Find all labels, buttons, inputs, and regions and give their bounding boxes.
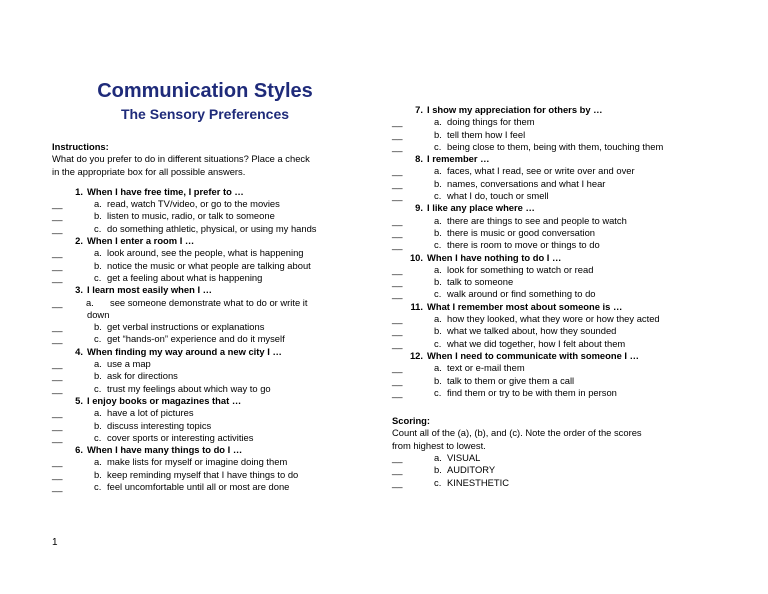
checkbox-blank[interactable]: __ <box>52 370 63 382</box>
option-letter: b. <box>94 468 102 480</box>
scoring-letter: a. <box>434 452 442 464</box>
checkbox-blank[interactable]: __ <box>392 362 403 374</box>
question-text: I learn most easily when I … <box>87 284 213 296</box>
question-text: I show my appreciation for others by … <box>427 104 603 115</box>
option-letter: b. <box>434 325 442 337</box>
answer-option <box>52 333 358 345</box>
question-number: 4. <box>75 345 83 357</box>
question-text: When I have free time, I prefer to … <box>87 185 244 197</box>
answer-option <box>52 432 358 444</box>
answer-option <box>52 260 358 272</box>
scoring-label: KINESTHETIC <box>447 476 509 488</box>
option-text: have a lot of pictures <box>107 407 194 419</box>
option-letter: b. <box>94 210 102 222</box>
checkbox-blank[interactable]: __ <box>392 337 403 349</box>
option-text: there is room to move or things to do <box>447 239 600 251</box>
answer-option <box>52 383 358 395</box>
checkbox-blank[interactable]: __ <box>392 386 403 398</box>
question-text: I enjoy books or magazines that … <box>87 394 242 406</box>
answer-option-continued <box>52 309 358 321</box>
checkbox-blank[interactable]: __ <box>392 190 403 202</box>
question-8 <box>392 153 702 165</box>
question-11 <box>392 301 702 313</box>
option-text: there is music or good conversation <box>447 226 595 238</box>
question-number: 11. <box>410 300 423 312</box>
answer-option <box>52 321 358 333</box>
answer-option <box>392 116 702 128</box>
checkbox-blank[interactable]: __ <box>392 325 403 337</box>
checkbox-blank[interactable]: __ <box>52 271 63 283</box>
checkbox-blank[interactable]: __ <box>52 222 63 234</box>
checkbox-blank[interactable]: __ <box>392 263 403 275</box>
option-letter: c. <box>434 190 442 202</box>
scoring-item <box>392 452 702 464</box>
answer-option <box>392 375 702 387</box>
question-6 <box>52 444 358 456</box>
answer-option <box>52 456 358 468</box>
questions-list-left <box>52 186 358 493</box>
checkbox-blank[interactable]: __ <box>392 226 403 238</box>
option-text: walk around or find something to do <box>447 288 596 300</box>
option-text: talk to someone <box>447 276 514 288</box>
option-text: feel uncomfortable until all or most are done <box>107 481 290 493</box>
option-text-continued: down <box>87 308 110 320</box>
checkbox-blank[interactable]: __ <box>52 358 63 370</box>
question-number: 6. <box>75 444 83 456</box>
question-2 <box>52 235 358 247</box>
answer-option <box>392 178 702 190</box>
page-subtitle: The Sensory Preferences <box>120 106 290 122</box>
option-text: talk to them or give them a call <box>447 374 575 386</box>
option-text: look for something to watch or read <box>447 263 594 275</box>
answer-option <box>392 264 702 276</box>
checkbox-blank[interactable]: __ <box>52 259 63 271</box>
scoring-label: VISUAL <box>447 452 481 464</box>
option-text: get a feeling about what is happening <box>107 271 263 283</box>
option-text: how they looked, what they wore or how they acted <box>447 313 660 325</box>
question-7 <box>392 104 702 116</box>
instructions-line: in the appropriate box for all possible answers. <box>52 165 246 177</box>
checkbox-blank[interactable]: __ <box>52 321 63 333</box>
answer-option <box>392 288 702 300</box>
option-letter: c. <box>94 271 102 283</box>
answer-option <box>392 387 702 399</box>
question-4 <box>52 346 358 358</box>
answer-option <box>392 338 702 350</box>
answer-option <box>392 362 702 374</box>
option-letter: a. <box>434 116 442 128</box>
option-letter: a. <box>86 296 94 308</box>
checkbox-blank[interactable]: __ <box>392 313 403 325</box>
questions-list-right <box>392 104 702 399</box>
option-letter: c. <box>434 337 442 349</box>
checkbox-blank[interactable]: __ <box>52 419 63 431</box>
question-number: 3. <box>75 284 83 296</box>
question-text: When I enter a room I … <box>87 235 195 247</box>
checkbox-blank[interactable]: __ <box>392 214 403 226</box>
question-10 <box>392 252 702 264</box>
checkbox-blank[interactable]: __ <box>52 210 63 222</box>
scoring-letter: c. <box>434 476 442 488</box>
question-12 <box>392 350 702 362</box>
right-column <box>392 104 702 489</box>
option-text: what I do, touch or smell <box>447 190 549 202</box>
option-letter: c. <box>94 382 102 394</box>
answer-option <box>52 469 358 481</box>
option-text: faces, what I read, see or write over and over <box>447 165 635 177</box>
option-text: use a map <box>107 358 151 370</box>
checkbox-blank[interactable]: __ <box>52 456 63 468</box>
question-text: When finding my way around a new city I … <box>87 345 282 357</box>
checkbox-blank[interactable]: __ <box>52 468 63 480</box>
scoring-heading: Scoring: <box>392 415 431 427</box>
checkbox-blank[interactable]: __ <box>392 276 403 288</box>
question-number: 7. <box>415 104 423 115</box>
option-text: trust my feelings about which way to go <box>107 382 271 394</box>
answer-option <box>52 481 358 493</box>
option-letter: c. <box>94 431 102 443</box>
question-text: What I remember most about someone is … <box>427 300 623 312</box>
option-text: notice the music or what people are talking about <box>107 259 311 271</box>
instructions-heading: Instructions: <box>52 141 109 152</box>
checkbox-blank[interactable]: __ <box>52 247 63 259</box>
question-number: 5. <box>75 394 83 406</box>
answer-option <box>392 129 702 141</box>
checkbox-blank[interactable]: __ <box>392 140 403 152</box>
answer-option <box>52 247 358 259</box>
checkbox-blank[interactable]: __ <box>52 407 63 419</box>
answer-option <box>52 297 358 309</box>
scoring-label: AUDITORY <box>447 464 496 476</box>
option-text: being close to them, being with them, touching them <box>447 140 664 152</box>
option-letter: b. <box>94 419 102 431</box>
answer-option <box>392 141 702 153</box>
option-text: listen to music, radio, or talk to someone <box>107 210 275 222</box>
checkbox-blank[interactable]: __ <box>392 464 403 476</box>
option-letter: c. <box>434 288 442 300</box>
answer-option <box>52 358 358 370</box>
option-letter: b. <box>434 276 442 288</box>
option-text: doing things for them <box>447 116 535 128</box>
checkbox-blank[interactable]: __ <box>52 296 63 308</box>
option-letter: c. <box>94 481 102 493</box>
option-letter: a. <box>434 263 442 275</box>
question-number: 8. <box>415 153 423 165</box>
checkbox-blank[interactable]: __ <box>392 452 403 464</box>
option-text: tell them how I feel <box>447 128 526 140</box>
answer-option <box>52 370 358 382</box>
option-letter: b. <box>434 177 442 189</box>
option-text: keep reminding myself that I have things to do <box>107 468 299 480</box>
scoring-item <box>392 477 702 489</box>
option-text: text or e-mail them <box>447 362 525 374</box>
checkbox-blank[interactable]: __ <box>392 239 403 251</box>
checkbox-blank[interactable]: __ <box>52 481 63 493</box>
answer-option <box>392 239 702 251</box>
question-5 <box>52 395 358 407</box>
option-letter: a. <box>434 362 442 374</box>
option-text: what we did together, how I felt about them <box>447 337 626 349</box>
question-text: I remember … <box>427 153 490 165</box>
option-letter: c. <box>434 239 442 251</box>
option-letter: c. <box>94 333 102 345</box>
option-text: what we talked about, how they sounded <box>447 325 617 337</box>
option-letter: a. <box>434 165 442 177</box>
instructions-line: What do you prefer to do in different situations? Place a check <box>52 153 310 165</box>
checkbox-blank[interactable]: __ <box>392 288 403 300</box>
option-text: cover sports or interesting activities <box>107 431 254 443</box>
answer-option <box>52 210 358 222</box>
checkbox-blank[interactable]: __ <box>52 431 63 443</box>
checkbox-blank[interactable]: __ <box>392 374 403 386</box>
checkbox-blank[interactable]: __ <box>392 476 403 488</box>
answer-option <box>52 420 358 432</box>
option-letter: a. <box>94 247 102 259</box>
left-column <box>52 141 358 493</box>
option-text: look around, see the people, what is happening <box>107 247 304 259</box>
option-text: there are things to see and people to watch <box>447 214 627 226</box>
option-letter: b. <box>434 374 442 386</box>
scoring-line: from highest to lowest. <box>392 439 486 451</box>
question-3 <box>52 284 358 296</box>
answer-option <box>392 165 702 177</box>
scoring-line: Count all of the (a), (b), and (c). Note the order of the scores <box>392 427 642 439</box>
option-letter: a. <box>434 214 442 226</box>
option-letter: a. <box>94 456 102 468</box>
option-text: discuss interesting topics <box>107 419 212 431</box>
question-number: 10. <box>409 251 423 263</box>
option-letter: b. <box>94 370 102 382</box>
checkbox-blank[interactable]: __ <box>52 382 63 394</box>
scoring-item <box>392 464 702 476</box>
option-letter: b. <box>434 226 442 238</box>
checkbox-blank[interactable]: __ <box>392 128 403 140</box>
question-number: 9. <box>415 202 423 214</box>
answer-option <box>392 313 702 325</box>
answer-option <box>392 276 702 288</box>
option-letter: b. <box>94 259 102 271</box>
option-text: ask for directions <box>107 370 178 382</box>
option-text: do something athletic, physical, or using my hands <box>107 222 317 234</box>
option-letter: c. <box>94 222 102 234</box>
answer-option <box>52 272 358 284</box>
option-text: get verbal instructions or explanations <box>107 321 265 333</box>
question-number: 2. <box>75 235 83 247</box>
page-number: 1 <box>52 537 58 548</box>
option-letter: c. <box>434 386 442 398</box>
question-text: When I need to communicate with someone I … <box>427 349 640 361</box>
page-title: Communication Styles <box>97 80 313 102</box>
checkbox-blank[interactable]: __ <box>52 333 63 345</box>
option-text: get “hands-on” experience and do it myself <box>107 333 285 345</box>
option-letter: c. <box>434 140 442 152</box>
question-text: When I have many things to do I … <box>87 444 243 456</box>
answer-option <box>52 198 358 210</box>
option-text: make lists for myself or imagine doing them <box>107 456 288 468</box>
answer-option <box>392 215 702 227</box>
option-letter: a. <box>94 198 102 210</box>
question-number: 1. <box>75 185 83 197</box>
option-letter: b. <box>434 128 442 140</box>
checkbox-blank[interactable]: __ <box>392 116 403 128</box>
option-letter: a. <box>434 313 442 325</box>
option-letter: a. <box>94 407 102 419</box>
option-letter: a. <box>94 358 102 370</box>
question-text: I like any place where … <box>427 202 535 214</box>
checkbox-blank[interactable]: __ <box>392 165 403 177</box>
question-1 <box>52 186 358 198</box>
checkbox-blank[interactable]: __ <box>52 198 63 210</box>
answer-option <box>52 223 358 235</box>
checkbox-blank[interactable]: __ <box>392 177 403 189</box>
answer-option <box>392 325 702 337</box>
scoring-letter: b. <box>434 464 442 476</box>
question-number: 12. <box>409 349 423 361</box>
scoring-list <box>392 452 702 489</box>
option-text: see someone demonstrate what to do or write it <box>110 296 308 308</box>
option-text: find them or try to be with them in person <box>447 386 617 398</box>
option-letter: b. <box>94 321 102 333</box>
question-9 <box>392 202 702 214</box>
answer-option <box>52 407 358 419</box>
answer-option <box>392 227 702 239</box>
option-text: read, watch TV/video, or go to the movies <box>107 198 280 210</box>
question-text: When I have nothing to do I … <box>427 251 562 263</box>
option-text: names, conversations and what I hear <box>447 177 606 189</box>
answer-option <box>392 190 702 202</box>
